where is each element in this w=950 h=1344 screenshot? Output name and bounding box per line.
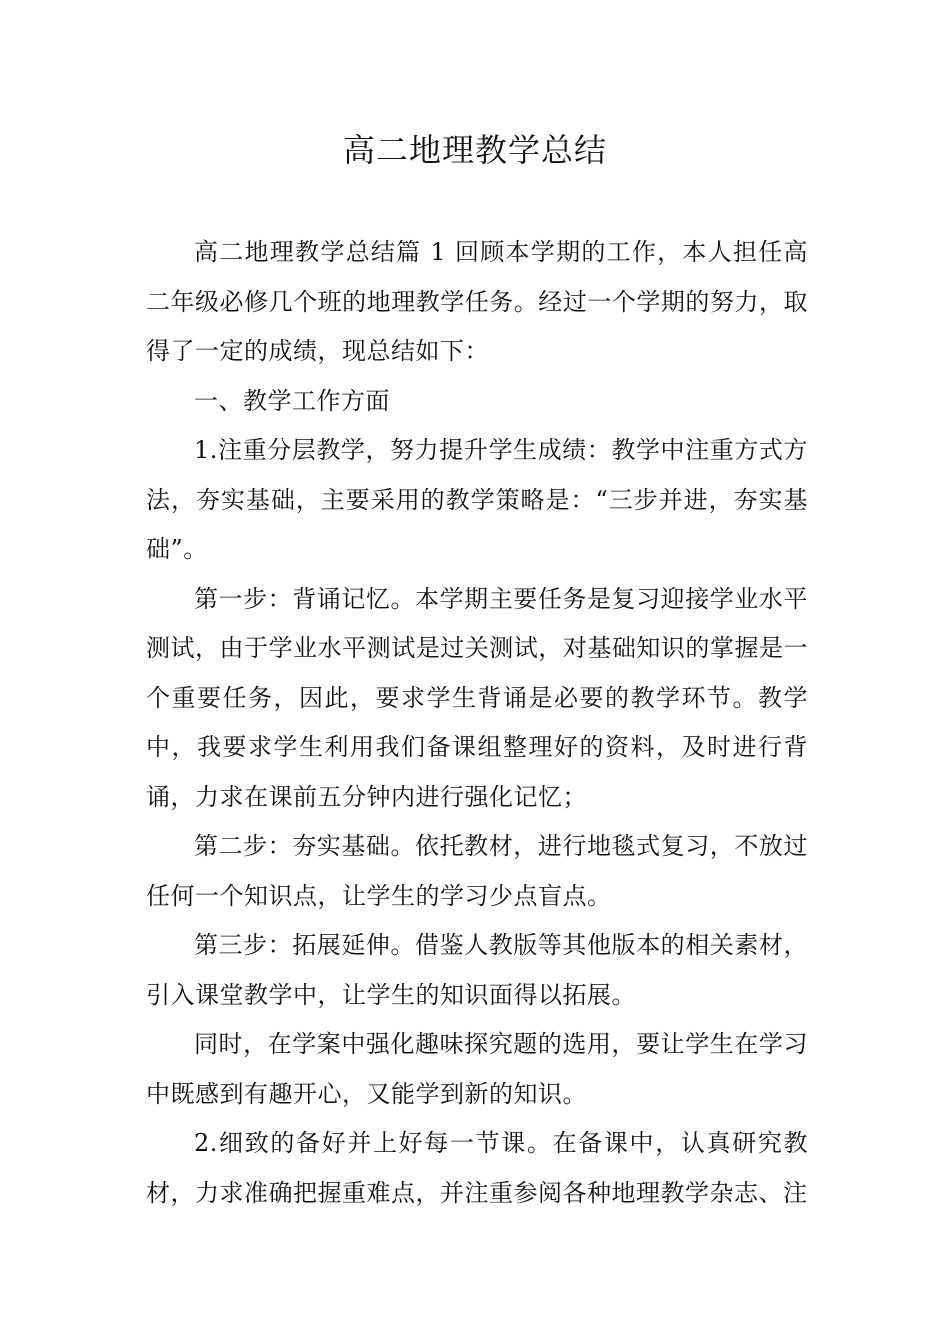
- paragraph-interest: 同时，在学案中强化趣味探究题的选用，要让学生在学习中既感到有趣开心，又能学到新的知识。: [146, 1030, 808, 1108]
- section-heading-teaching-work: 一、教学工作方面: [194, 386, 390, 415]
- paragraph-point-1: 1.注重分层教学，努力提升学生成绩：教学中注重方式方法，夯实基础，主要采用的教学策略是：“三步并进，夯实基础”。: [146, 436, 808, 563]
- paragraph-step-3: 第三步：拓展延伸。借鉴人教版等其他版本的相关素材，引入课堂教学中，让学生的知识面得以拓展。: [146, 931, 808, 1009]
- document-body: [146, 228, 808, 1218]
- paragraph-intro: 高二地理教学总结篇 1 回顾本学期的工作，本人担任高二年级必修几个班的地理教学任务。经过一个学期的努力，取得了一定的成绩，现总结如下：: [146, 238, 808, 365]
- paragraph-point-2: 2.细致的备好并上好每一节课。在备课中，认真研究教材，力求准确把握重难点，并注重参阅各种地理教学杂志、注: [146, 1129, 808, 1207]
- paragraph-step-2: 第二步：夯实基础。依托教材，进行地毯式复习，不放过任何一个知识点，让学生的学习少点盲点。: [146, 832, 808, 910]
- document-title: 高二地理教学总结: [342, 131, 607, 169]
- paragraph-step-1: 第一步：背诵记忆。本学期主要任务是复习迎接学业水平测试，由于学业水平测试是过关测试，对基础知识的掌握是一个重要任务，因此，要求学生背诵是必要的教学环节。教学中，我要求学生利用我们备课组整理好的资料，及时进行背诵，力求在课前五分钟内进行强化记忆；: [146, 584, 808, 811]
